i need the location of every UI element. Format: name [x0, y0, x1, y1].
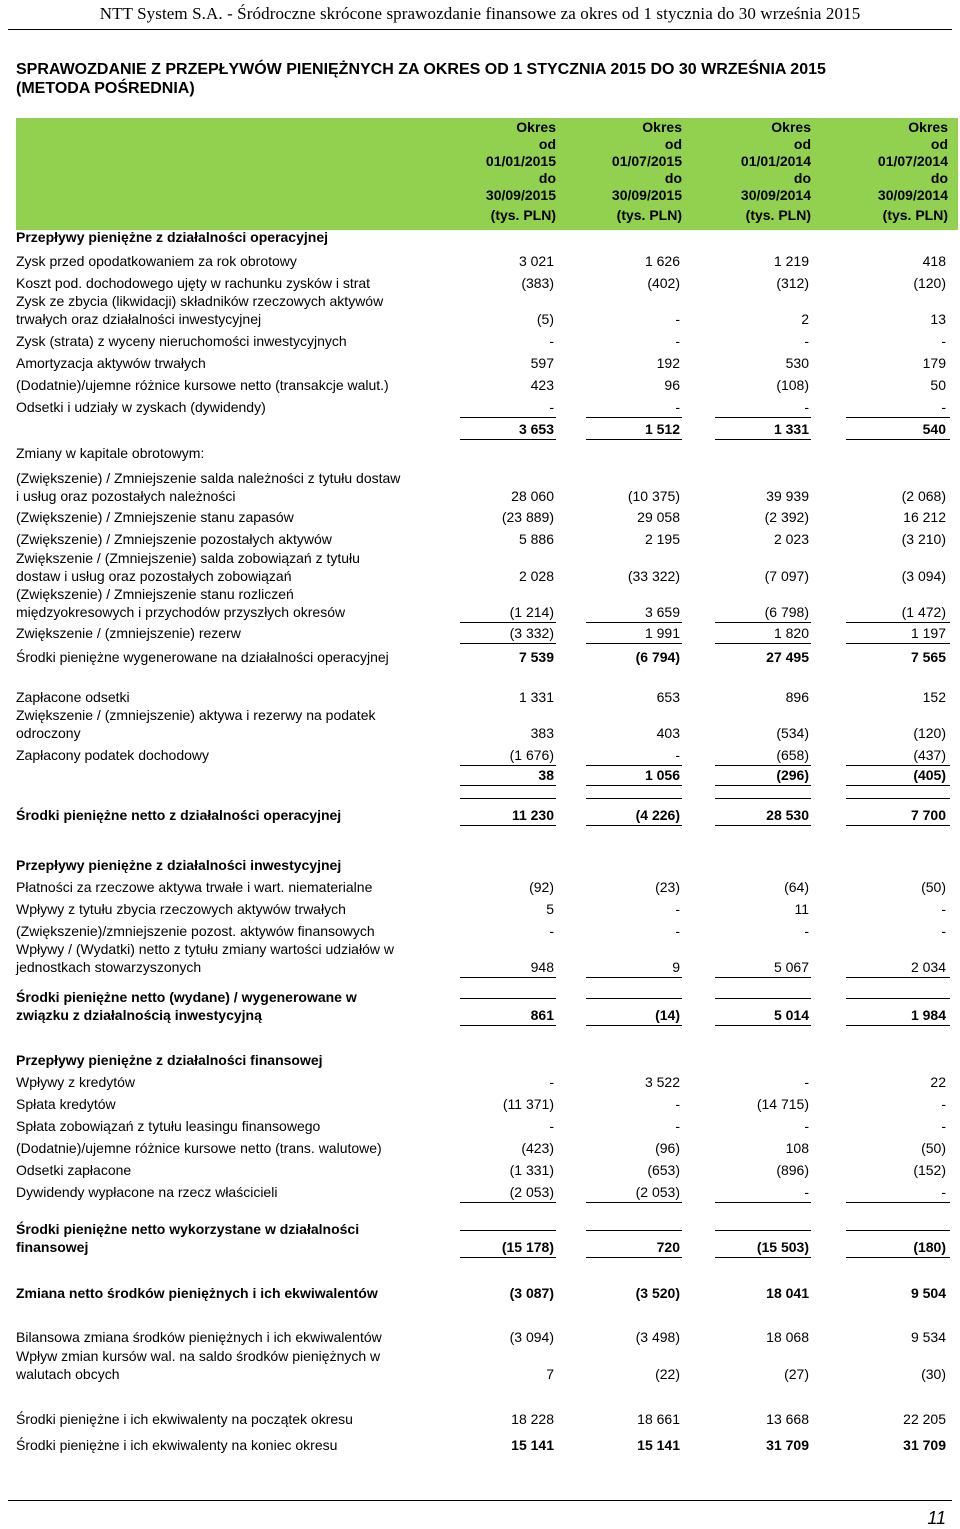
row-value: - [941, 1118, 946, 1134]
row-value: (2 392) [764, 509, 809, 525]
row-label: (Zwiększenie)/zmniejszenie pozost. aktywów finansowych [16, 923, 375, 939]
row-value: 896 [785, 689, 809, 705]
row-value: (1 331) [509, 1162, 554, 1178]
row-value: - [675, 1118, 680, 1134]
row-value: (120) [913, 275, 946, 291]
row-label: Zwiększenie / (zmniejszenie) aktywa i rezerwy na podatek odroczony [16, 707, 376, 741]
row-value: - [675, 1096, 680, 1112]
overline-rule [715, 1230, 811, 1231]
row-value: (437) [913, 747, 946, 763]
overline-rule [586, 1230, 682, 1231]
row-value: (15 178) [501, 1239, 554, 1255]
row-value: 1 331 [773, 421, 809, 437]
row-value: 3 522 [644, 1074, 680, 1090]
row-value: 13 [930, 311, 946, 327]
underline-rule [460, 417, 556, 418]
row-label: Środki pieniężne i ich ekwiwalenty na koniec okresu [16, 1437, 338, 1453]
row-value: 3 659 [644, 604, 680, 620]
row-value: 31 709 [903, 1437, 946, 1453]
row-label: Odsetki zapłacone [16, 1162, 132, 1178]
row-label: Spłata zobowiązań z tytułu leasingu finansowego [16, 1118, 321, 1134]
row-value: (92) [529, 879, 554, 895]
row-label: Wpływ zmian kursów wal. na saldo środków pieniężnych w walutach obcych [16, 1348, 381, 1382]
row-value: 192 [656, 355, 680, 371]
row-value: 18 228 [511, 1411, 554, 1427]
row-value: (312) [776, 275, 809, 291]
underline-rule [586, 439, 682, 440]
row-value: - [675, 311, 680, 327]
row-value: 5 [546, 901, 554, 917]
row-label: Przepływy pieniężne z działalności inwestycyjnej [16, 857, 342, 873]
row-value: (15 503) [756, 1239, 809, 1255]
row-value: 540 [922, 421, 946, 437]
row-value: 861 [530, 1007, 554, 1023]
row-label: (Dodatnie)/ujemne różnice kursowe netto (transakcje walut.) [16, 377, 389, 393]
row-value: 39 939 [766, 488, 809, 504]
row-value: (50) [921, 1140, 946, 1156]
row-value: - [549, 1074, 554, 1090]
row-value: 1 331 [518, 689, 554, 705]
row-value: (27) [784, 1366, 809, 1382]
row-value: (6 794) [635, 649, 680, 665]
row-value: (296) [776, 767, 809, 783]
row-label: Środki pieniężne netto wykorzystane w działalności finansowej [16, 1221, 360, 1255]
row-value: (423) [521, 1140, 554, 1156]
row-value: 152 [922, 689, 946, 705]
row-value: (10 375) [627, 488, 680, 504]
footer-rule [8, 1500, 952, 1501]
row-value: 27 495 [766, 649, 809, 665]
row-value: 5 886 [518, 531, 554, 547]
row-label: Amortyzacja aktywów trwałych [16, 355, 206, 371]
row-value: (152) [913, 1162, 946, 1178]
row-value: 418 [922, 253, 946, 269]
underline-rule [715, 622, 811, 623]
row-value: 2 023 [773, 531, 809, 547]
row-value: - [941, 923, 946, 939]
row-value: (2 068) [901, 488, 946, 504]
row-value: - [804, 1118, 809, 1134]
row-value: - [941, 901, 946, 917]
overline-rule [846, 998, 950, 999]
row-value: 29 058 [637, 509, 680, 525]
row-value: (3 094) [901, 568, 946, 584]
row-value: 2 195 [644, 531, 680, 547]
underline-rule [715, 825, 811, 826]
row-value: (3 094) [509, 1329, 554, 1345]
row-label: Środki pieniężne i ich ekwiwalenty na początek okresu [16, 1411, 353, 1427]
row-label: (Dodatnie)/ujemne różnice kursowe netto (trans. walutowe) [16, 1140, 382, 1156]
row-value: (11 371) [502, 1096, 554, 1112]
header-rule [8, 29, 952, 30]
underline-rule [460, 643, 556, 644]
row-value: (23) [655, 879, 680, 895]
row-value: (2 053) [635, 1184, 680, 1200]
row-value: - [941, 1096, 946, 1112]
row-value: (33 322) [627, 568, 680, 584]
row-value: - [549, 1118, 554, 1134]
row-value: (7 097) [764, 568, 809, 584]
row-value: 15 141 [511, 1437, 554, 1453]
row-value: - [804, 1074, 809, 1090]
row-value: 18 068 [766, 1329, 809, 1345]
overline-rule [715, 998, 811, 999]
column-header-4: Okres od 01/07/2014 do 30/09/2014 (tys. PLN) [877, 119, 948, 223]
row-value: (383) [521, 275, 554, 291]
row-value: - [675, 333, 680, 349]
row-value: (23 889) [501, 509, 554, 525]
row-value: 22 [930, 1074, 946, 1090]
underline-rule [460, 1202, 556, 1203]
underline-rule [586, 785, 682, 786]
row-value: 1 991 [644, 625, 680, 641]
row-value: (5) [536, 311, 554, 327]
row-value: 3 021 [518, 253, 554, 269]
underline-rule [846, 825, 950, 826]
row-value: - [549, 399, 554, 415]
report-title [16, 60, 946, 98]
row-value: 7 539 [518, 649, 554, 665]
row-value: (3 498) [635, 1329, 680, 1345]
row-value: 9 534 [910, 1329, 946, 1345]
report-title-line2: (METODA POŚREDNIA) [16, 80, 195, 97]
row-value: 15 141 [637, 1437, 680, 1453]
row-value: 7 [546, 1366, 554, 1382]
row-value: - [804, 399, 809, 415]
row-value: 11 230 [511, 807, 554, 823]
row-value: 1 197 [910, 625, 946, 641]
row-value: (1 472) [901, 604, 946, 620]
overline-rule [460, 998, 556, 999]
row-value: (2 053) [509, 1184, 554, 1200]
overline-rule [846, 1230, 950, 1231]
column-header-1: Okres od 01/01/2015 do 30/09/2015 (tys. PLN) [485, 119, 556, 223]
row-label: Bilansowa zmiana środków pieniężnych i ich ekwiwalentów [16, 1329, 382, 1345]
row-value: 720 [656, 1239, 680, 1255]
row-value: (1 214) [509, 604, 554, 620]
overline-rule [715, 798, 811, 799]
row-value: (6 798) [764, 604, 809, 620]
row-value: 597 [530, 355, 554, 371]
row-value: (108) [776, 377, 809, 393]
row-value: (22) [655, 1366, 680, 1382]
overline-rule [460, 798, 556, 799]
row-value: 1 984 [910, 1007, 946, 1023]
row-value: 179 [922, 355, 946, 371]
row-value: (180) [913, 1239, 946, 1255]
underline-rule [715, 977, 811, 978]
row-value: 13 668 [766, 1411, 809, 1427]
underline-rule [460, 1025, 556, 1026]
row-label: Przepływy pieniężne z działalności finansowej [16, 1052, 323, 1068]
row-value: 383 [530, 725, 554, 741]
row-value: - [675, 747, 680, 763]
row-label: Zmiana netto środków pieniężnych i ich ekwiwalentów [16, 1285, 378, 1301]
row-label: Zysk (strata) z wyceny nieruchomości inwestycyjnych [16, 333, 347, 349]
row-label: Zapłacony podatek dochodowy [16, 747, 210, 763]
row-value: 7 700 [910, 807, 946, 823]
row-value: (3 332) [509, 625, 554, 641]
row-value: (653) [647, 1162, 680, 1178]
row-value: 11 [794, 901, 809, 917]
underline-rule [586, 977, 682, 978]
row-value: 948 [530, 959, 554, 975]
row-label: Zapłacone odsetki [16, 689, 130, 705]
row-value: 2 028 [518, 568, 554, 584]
underline-rule [846, 1257, 950, 1258]
underline-rule [460, 622, 556, 623]
row-label: Zysk ze zbycia (likwidacji) składników rzeczowych aktywów trwałych oraz działalności inwestycyjnej [16, 293, 384, 327]
row-value: 22 205 [903, 1411, 946, 1427]
report-title-line1: SPRAWOZDANIE Z PRZEPŁYWÓW PIENIĘŻNYCH ZA OKRES OD 1 STYCZNIA 2015 DO 30 WRZEŚNIA 2015 [16, 61, 826, 78]
underline-rule [715, 1257, 811, 1258]
row-value: - [941, 333, 946, 349]
row-value: 653 [656, 689, 680, 705]
row-value: (120) [913, 725, 946, 741]
row-value: 50 [930, 377, 946, 393]
row-value: - [549, 333, 554, 349]
row-value: - [549, 923, 554, 939]
row-label: Odsetki i udziały w zyskach (dywidendy) [16, 399, 266, 415]
row-value: (534) [776, 725, 809, 741]
underline-rule [460, 1257, 556, 1258]
row-value: (1 676) [509, 747, 554, 763]
row-value: 1 820 [773, 625, 809, 641]
row-value: 28 060 [511, 488, 554, 504]
row-label: Wpływy z kredytów [16, 1074, 136, 1090]
row-value: 9 504 [910, 1285, 946, 1301]
underline-rule [460, 977, 556, 978]
underline-rule [460, 785, 556, 786]
row-value: (30) [921, 1366, 946, 1382]
row-value: 5 067 [773, 959, 809, 975]
row-value: 18 041 [766, 1285, 809, 1301]
row-label: Przepływy pieniężne z działalności operacyjnej [16, 229, 328, 245]
row-value: (3 087) [509, 1285, 554, 1301]
underline-rule [715, 439, 811, 440]
page-number: 11 [927, 1508, 946, 1528]
underline-rule [460, 825, 556, 826]
row-label: Spłata kredytów [16, 1096, 116, 1112]
column-header-2: Okres od 01/07/2015 do 30/09/2015 (tys. PLN) [611, 119, 682, 223]
row-value: 28 530 [766, 807, 809, 823]
underline-rule [846, 1202, 950, 1203]
row-value: - [941, 399, 946, 415]
row-value: - [804, 1184, 809, 1200]
row-value: 31 709 [766, 1437, 809, 1453]
underline-rule [715, 643, 811, 644]
row-label: (Zwiększenie) / Zmniejszenie stanu rozliczeń międzyokresowych i przychodów przyszłych okresów [16, 586, 346, 620]
row-value: 1 219 [773, 253, 809, 269]
underline-rule [846, 622, 950, 623]
header-title: NTT System S.A. - Śródroczne skrócone sprawozdanie finansowe za okres od 1 stycznia do 30 września 2015 [99, 4, 861, 23]
underline-rule [846, 1025, 950, 1026]
row-label: Wpływy / (Wydatki) netto z tytułu zmiany wartości udziałów w jednostkach stowarzyszonych [16, 941, 394, 975]
row-label: Zwiększenie / (Zmniejszenie) salda zobowiązań z tytułu dostaw i usług oraz pozostałych zobowiązań [16, 550, 360, 584]
underline-rule [846, 439, 950, 440]
row-label: Dywidendy wypłacone na rzecz właścicieli [16, 1184, 278, 1200]
row-value: 18 661 [637, 1411, 680, 1427]
row-value: 3 653 [518, 421, 554, 437]
row-label: Zmiany w kapitale obrotowym: [16, 445, 205, 461]
row-value: (14) [655, 1007, 680, 1023]
underline-rule [846, 417, 950, 418]
row-value: 7 565 [910, 649, 946, 665]
row-value: (896) [776, 1162, 809, 1178]
row-label: Wpływy z tytułu zbycia rzeczowych aktywów trwałych [16, 901, 346, 917]
underline-rule [715, 785, 811, 786]
row-value: - [804, 923, 809, 939]
row-value: (3 520) [635, 1285, 680, 1301]
row-value: 403 [656, 725, 680, 741]
row-value: - [804, 333, 809, 349]
row-label: (Zwiększenie) / Zmniejszenie pozostałych aktywów [16, 531, 332, 547]
row-value: (4 226) [635, 807, 680, 823]
column-header-3: Okres od 01/01/2014 do 30/09/2014 (tys. PLN) [740, 119, 811, 223]
row-value: (402) [647, 275, 680, 291]
row-label: Środki pieniężne netto z działalności operacyjnej [16, 807, 342, 823]
row-value: 5 014 [773, 1007, 809, 1023]
row-value: - [675, 923, 680, 939]
row-value: 38 [538, 767, 554, 783]
underline-rule [846, 785, 950, 786]
overline-rule [586, 998, 682, 999]
row-value: 96 [664, 377, 680, 393]
row-value: 530 [785, 355, 809, 371]
underline-rule [715, 1025, 811, 1026]
row-value: 1 626 [644, 253, 680, 269]
row-label: Koszt pod. dochodowego ujęty w rachunku zysków i strat [16, 275, 371, 291]
row-value: (658) [776, 747, 809, 763]
overline-rule [460, 1230, 556, 1231]
row-value: (405) [913, 767, 946, 783]
underline-rule [460, 439, 556, 440]
row-label: Zwiększenie / (zmniejszenie) rezerw [16, 625, 241, 641]
row-value: 9 [672, 959, 680, 975]
row-value: 1 512 [644, 421, 680, 437]
underline-rule [586, 1202, 682, 1203]
underline-rule [715, 1202, 811, 1203]
row-value: 2 [801, 311, 809, 327]
row-label: (Zwiększenie) / Zmniejszenie salda należności z tytułu dostaw i usług oraz pozostałych należności [16, 470, 401, 504]
row-value: (64) [784, 879, 809, 895]
underline-rule [586, 1257, 682, 1258]
row-value: (14 715) [756, 1096, 809, 1112]
underline-rule [715, 417, 811, 418]
row-value: (3 210) [901, 531, 946, 547]
row-value: - [941, 1184, 946, 1200]
underline-rule [846, 643, 950, 644]
row-value: 2 034 [910, 959, 946, 975]
underline-rule [846, 977, 950, 978]
row-value: - [675, 901, 680, 917]
row-label: (Zwiększenie) / Zmniejszenie stanu zapasów [16, 509, 294, 525]
row-value: 423 [530, 377, 554, 393]
row-value: 1 056 [644, 767, 680, 783]
underline-rule [586, 417, 682, 418]
underline-rule [586, 1025, 682, 1026]
row-value: 16 212 [903, 509, 946, 525]
row-value: (96) [655, 1140, 680, 1156]
underline-rule [586, 643, 682, 644]
row-value: (50) [921, 879, 946, 895]
overline-rule [846, 798, 950, 799]
underline-rule [586, 825, 682, 826]
row-label: Środki pieniężne netto (wydane) / wygenerowane w związku z działalnością inwestycyjną [16, 989, 357, 1023]
overline-rule [586, 798, 682, 799]
row-label: Zysk przed opodatkowaniem za rok obrotowy [16, 253, 297, 269]
row-label: Płatności za rzeczowe aktywa trwałe i wart. niematerialne [16, 879, 373, 895]
row-value: 108 [785, 1140, 809, 1156]
row-label: Środki pieniężne wygenerowane na działalności operacyjnej [16, 649, 389, 665]
underline-rule [586, 622, 682, 623]
row-value: - [675, 399, 680, 415]
